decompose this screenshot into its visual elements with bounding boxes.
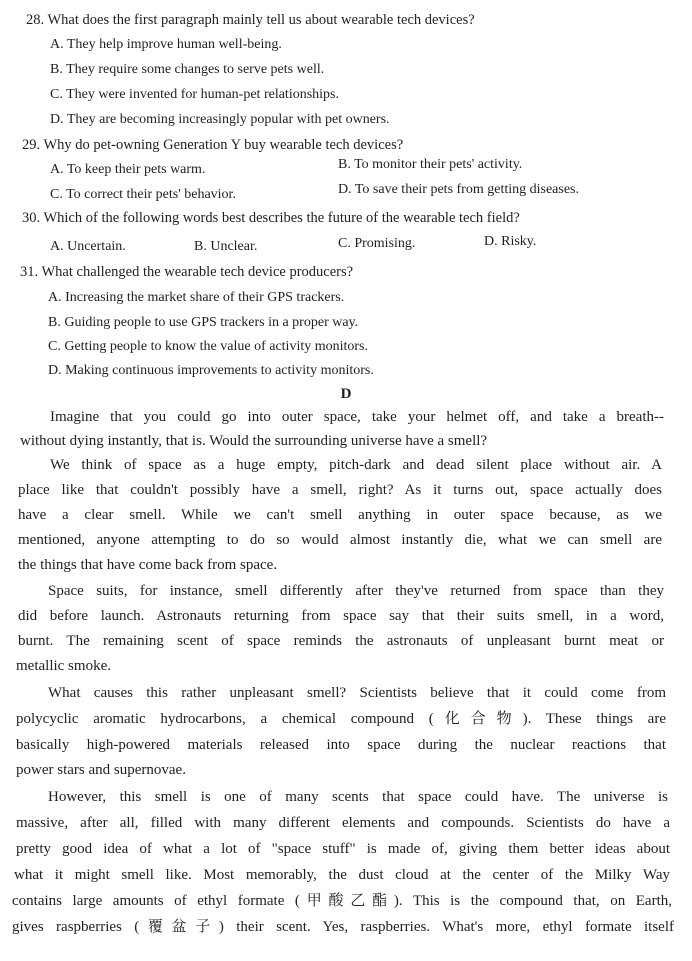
passage-line: Space suits, for instance, smell differently after they've returned from space than they: [48, 583, 664, 599]
passage-line: did before launch. Astronauts returning from space say that their suits smell, in a word,: [18, 608, 664, 624]
question-30-stem: 30. Which of the following words best describes the future of the wearable tech field?: [22, 210, 520, 226]
passage-line: gives raspberries (覆盆子) their scent. Yes, raspberries. What's more, ethyl formate itself: [12, 919, 674, 935]
passage-line: power stars and supernovae.: [16, 762, 186, 778]
question-30-option-c: C. Promising.: [338, 236, 416, 251]
passage-line: the things that have come back from space.: [18, 557, 278, 573]
passage-line: what it might smell like. Most memorably, the dust cloud at the center of the Milky Way: [14, 867, 670, 883]
passage-line: metallic smoke.: [16, 658, 111, 674]
question-31-option-a: A. Increasing the market share of their GPS trackers.: [48, 290, 345, 305]
passage-line: However, this smell is one of many scents that space could have. The universe is: [48, 789, 668, 805]
section-heading: D: [340, 386, 352, 402]
question-31-option-d: D. Making continuous improvements to activity monitors.: [48, 363, 374, 378]
passage-line: Imagine that you could go into outer space, take your helmet off, and take a breath--: [50, 409, 664, 425]
passage-line: without dying instantly, that is. Would the surrounding universe have a smell?: [20, 433, 488, 449]
question-31-option-c: C. Getting people to know the value of activity monitors.: [48, 339, 368, 354]
passage-line: massive, after all, filled with many different elements and compounds. Scientists do have a: [16, 815, 670, 831]
passage-line: place like that couldn't possibly have a smell, right? As it turns out, space actually does: [18, 482, 662, 498]
question-31-option-b: B. Guiding people to use GPS trackers in a proper way.: [48, 315, 359, 330]
question-29-stem: 29. Why do pet-owning Generation Y buy wearable tech devices?: [22, 137, 404, 153]
question-28-stem: 28. What does the first paragraph mainly tell us about wearable tech devices?: [26, 12, 475, 28]
passage-line: mentioned, anyone attempting to do so would almost instantly die, what we can smell are: [18, 532, 662, 548]
question-29-option-c: C. To correct their pets' behavior.: [50, 187, 236, 202]
question-29-option-b: B. To monitor their pets' activity.: [338, 157, 523, 172]
passage-line: pretty good idea of what a lot of "space stuff" is made of, giving them better ideas about: [16, 841, 670, 857]
question-30-option-a: A. Uncertain.: [50, 239, 126, 254]
passage-line: burnt. The remaining scent of space reminds the astronauts of unpleasant burnt meat or: [18, 633, 664, 649]
passage-line: contains large amounts of ethyl formate (甲酸乙酯). This is the compound that, on Earth,: [12, 893, 672, 909]
question-29-option-a: A. To keep their pets warm.: [50, 162, 206, 177]
passage-line: We think of space as a huge empty, pitch-dark and dead silent place without air. A: [50, 457, 662, 473]
question-29-option-d: D. To save their pets from getting diseases.: [338, 182, 579, 197]
question-28-option-d: D. They are becoming increasingly popular with pet owners.: [50, 112, 390, 127]
passage-line: What causes this rather unpleasant smell? Scientists believe that it could come from: [48, 685, 666, 701]
question-28-option-c: C. They were invented for human-pet relationships.: [50, 87, 339, 102]
question-30-option-d: D. Risky.: [484, 234, 537, 249]
question-28-option-a: A. They help improve human well-being.: [50, 37, 282, 52]
passage-line: polycyclic aromatic hydrocarbons, a chemical compound (化合物). These things are: [16, 711, 666, 727]
question-31-stem: 31. What challenged the wearable tech device producers?: [20, 264, 354, 280]
question-30-option-b: B. Unclear.: [194, 239, 258, 254]
passage-line: have a clear smell. While we can't smell anything in outer space because, as we: [18, 507, 662, 523]
question-28-option-b: B. They require some changes to serve pets well.: [50, 62, 325, 77]
passage-line: basically high-powered materials released into space during the nuclear reactions that: [16, 737, 666, 753]
